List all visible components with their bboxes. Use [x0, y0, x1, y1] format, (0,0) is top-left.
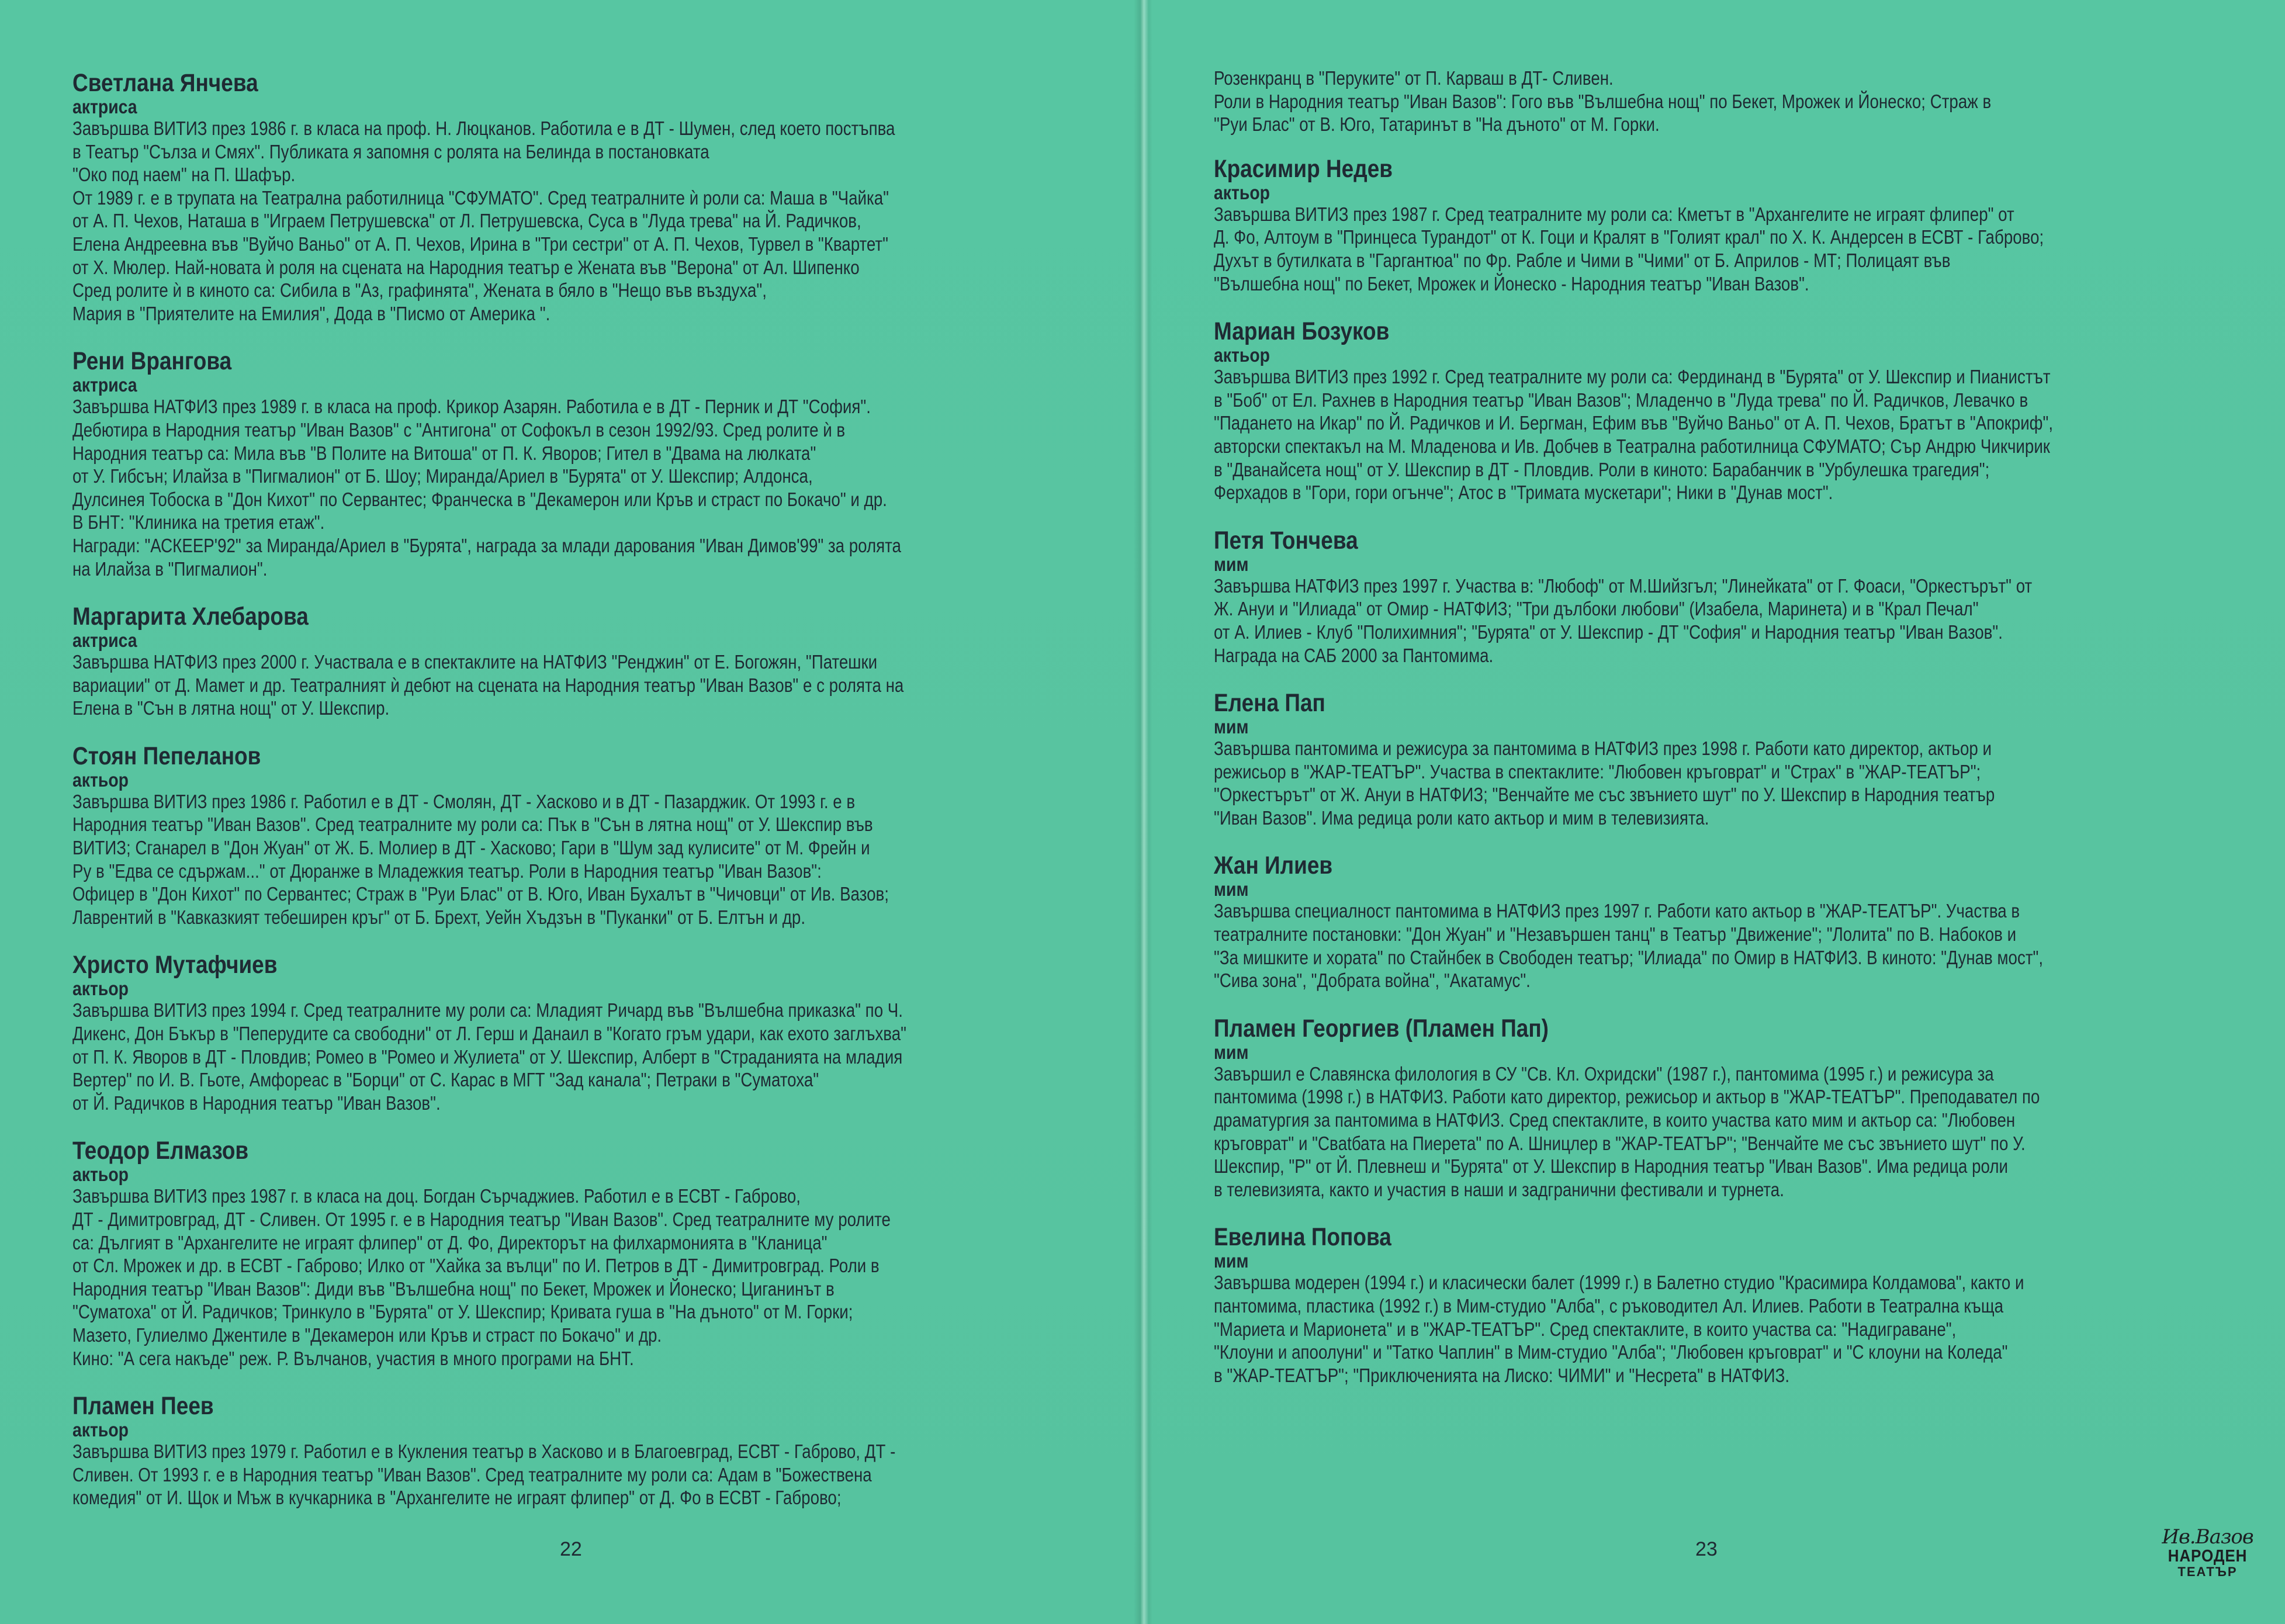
- bio-line: Народния театър "Иван Вазов": Диди във "Вълшебна нощ" по Бекет, Мрожек и Йонеско; Циганинът в: [72, 1277, 835, 1300]
- bio-line: Награди: "АСКЕЕР'92" за Миранда/Ариел в "Бурята", награда за млади дарования "Иван Димов'99" за ролята: [72, 534, 901, 556]
- continuation-text: [1214, 67, 2250, 136]
- bio-line: от Х. Мюлер. Най-новата ѝ роля на сцената на Народния театър е Жената във "Верона" от Ал. Шипенко: [72, 256, 860, 278]
- bio-line: Кино: "А сега накъде" реж. Р. Вълчанов, участия в много програми на БНТ.: [72, 1347, 634, 1369]
- bio-entry: [72, 69, 1106, 325]
- left-entry-list: [72, 69, 1106, 1509]
- bio-line: Духът в бутилката в "Гаргантюа" по Фр. Рабле и Чими в "Чими" от Б. Априлов - МТ; Полицаят във: [1214, 249, 1951, 271]
- bio-line: Дебютира в Народния театър "Иван Вазов" с "Антигона" от Софокъл в сезон 1992/93. Сред ролите ѝ в: [72, 418, 846, 441]
- bio-text: [1214, 899, 2250, 992]
- bio-line: "Вълшебна нощ" по Бекет, Мрожек и Йонеско - Народния театър "Иван Вазов".: [1214, 272, 1809, 295]
- bio-line: в Театър "Сълза и Смях". Публиката я запомня с ролята на Белинда в постановката: [72, 140, 709, 162]
- bio-line: Дулсинея Тобоска в "Дон Кихот" по Сервантес; Франческа в "Декамерон или Кръв и страст по Бокачо" и др.: [72, 488, 887, 510]
- bio-line: Народния театър "Иван Вазов". Сред театралните му роли са: Пък в "Сън в лятна нощ" от У. Шекспир във: [72, 813, 873, 836]
- person-name: Красимир Недев: [1214, 154, 1393, 183]
- bio-line: В БНТ: "Клиника на третия етаж".: [72, 511, 325, 534]
- bio-text: [1214, 574, 2250, 667]
- bio-line: Завършва ВИТИЗ през 1987 г. в класа на доц. Богдан Сърчаджиев. Работил е в ЕСВТ - Габрово,: [72, 1185, 801, 1207]
- person-name: Христо Мутафчиев: [72, 951, 278, 979]
- bio-line: Завършва специалност пантомима в НАТФИЗ през 1997 г. Работи като актьор в "ЖАР-ТЕАТЪР". Участва в: [1214, 900, 2020, 922]
- bio-text: [1214, 365, 2250, 504]
- bio-line: Завършва ВИТИЗ през 1979 г. Работил е в Кукления театър в Хасково и в Благоевград, ЕСВТ - Габрово, ДТ -: [72, 1441, 896, 1463]
- bio-line: в "ЖАР-ТЕАТЪР"; "Приключенията на Лиско: ЧИМИ" и "Несрета" в НАТФИЗ.: [1214, 1364, 1790, 1386]
- bio-line: режисьор в "ЖАР-ТЕАТЪР". Участва в спектаклите: "Любовен кръговрат" и "Страх" в "ЖАР-ТЕАТЪР";: [1214, 760, 1981, 782]
- bio-line: Дикенс, Дон Бъкър в "Пеперудите са свободни" от Л. Герш и Данаил в "Когато гръм удари, как ехото заглъхва": [72, 1023, 906, 1045]
- bio-line: Завършил е Славянска филология в СУ "Св. Кл. Охридски" (1987 г.), пантомима (1995 г.) и режисура за: [1214, 1062, 1994, 1085]
- bio-text: [72, 1185, 1106, 1370]
- bio-line: Завършва ВИТИЗ през 1986 г. в класа на проф. Н. Люцканов. Работила е в ДТ - Шумен, след което постъпва: [72, 117, 895, 139]
- bio-text: [72, 1440, 1106, 1509]
- bio-line: "Иван Вазов". Има редица роли като актьор и мим в телевизията.: [1214, 806, 1709, 829]
- bio-line: от Сл. Мрожек и др. в ЕСВТ - Габрово; Илко от "Хайка за вълци" по И. Петров в ДТ - Димитровград. Роли в: [72, 1255, 880, 1277]
- bio-line: Офицер в "Дон Кихот" по Сервантес; Страж в "Руи Блас" от В. Юго, Иван Бухалът в "Чичовци" от Ив. Вазов;: [72, 883, 889, 905]
- left-page: [0, 0, 1141, 1624]
- bio-line: комедия" от И. Щок и Мъж в кучкарника в "Архангелите не играят флипер" от Д. Фо в ЕСВТ - Габрово;: [72, 1487, 842, 1509]
- bio-line: Завършва ВИТИЗ през 1994 г. Сред театралните му роли са: Младият Ричард във "Вълшебна приказка" по Ч.: [72, 999, 903, 1022]
- bio-line: Завършва НАТФИЗ през 1989 г. в класа на проф. Крикор Азарян. Работила е в ДТ - Перник и ДТ "София".: [72, 396, 871, 418]
- bio-line: в "Боб" от Ел. Рахнев в Народния театър "Иван Вазов"; Младенчо в "Луда трева" по Й. Радичков, Левачко в: [1214, 389, 2028, 411]
- bio-line: Мазето, Гулиелмо Джентиле в "Декамерон или Кръв и страст по Бокачо" и др.: [72, 1324, 662, 1346]
- bio-line: Д. Фо, Алтоум в "Принцеса Турандот" от К. Гоци и Кралят в "Голият крал" по Х. К. Андерсен в ЕСВТ - Габрово;: [1214, 226, 2044, 248]
- bio-line: Елена Андреевна във "Вуйчо Ваньо" от А. П. Чехов, Ирина в "Три сестри" от А. П. Чехов, Турвел в "Квартет": [72, 233, 888, 255]
- bio-entry: [72, 1137, 1106, 1370]
- bio-line: "Оркестърът" от Ж. Ануи в НАТФИЗ; "Венчайте ме със звънието шут" по У. Шекспир в Народния театър: [1214, 784, 1995, 806]
- bio-text: [72, 999, 1106, 1114]
- bio-line: на Илайза в "Пигмалион".: [72, 558, 268, 580]
- bio-line: Сливен. От 1993 г. е в Народния театър "Иван Вазов". Сред театралните му роли са: Адам в "Божествена: [72, 1463, 872, 1486]
- person-role: актьор: [72, 978, 129, 1000]
- bio-line: в "Дванайсета нощ" от У. Шекспир в ДТ - Пловдив. Роли в киното: Барабанчик в "Урбулешка трагедия";: [1214, 458, 1990, 480]
- bio-line: авторски спектакъл на М. Младенова и Ив. Добчев в Театрална работилница СФУМАТО; Сър Андрю Чикчирик: [1214, 435, 2050, 457]
- person-role: мим: [1214, 716, 1249, 738]
- bio-line: са: Дългият в "Архангелите не играят флипер" от Д. Фо, Директорът на филхармонията в "Кланица": [72, 1231, 828, 1254]
- bio-line: От 1989 г. е в трупата на Театрална работилница "СФУМАТО". Сред театралните ѝ роли са: Маша в "Чайка": [72, 186, 889, 209]
- person-name: Жан Илиев: [1214, 851, 1333, 880]
- bio-line: Елена в "Сън в лятна нощ" от У. Шекспир.: [72, 697, 390, 719]
- bio-line: "За мишките и хората" по Стайнбек в Свободен театър; "Илиада" по Омир в НАТФИЗ. В киното: "Дунав мост",: [1214, 946, 2044, 968]
- bio-line: Народния театър са: Мила във "В Полите на Витоша" от П. К. Яворов; Гител в "Двама на люлката": [72, 442, 816, 464]
- person-role: мим: [1214, 878, 1249, 901]
- page-number-right: 23: [1695, 1538, 1718, 1560]
- bio-line: театралните постановки: "Дон Жуан" и "Незавършен танц" в Театър "Движение"; "Лолита" по В. Набоков и: [1214, 923, 2017, 946]
- bio-line: Завършва пантомима и режисура за пантомима в НАТФИЗ през 1998 г. Работи като директор, актьор и: [1214, 737, 1992, 760]
- bio-entry: [72, 1392, 1106, 1509]
- person-name: Евелина Попова: [1214, 1223, 1391, 1252]
- bio-text: [72, 395, 1106, 580]
- person-role: актьор: [1214, 344, 1270, 366]
- bio-line: Сред ролите ѝ в киното са: Сибила в "Аз, графинята", Жената в бяло в "Нещо във въздуха",: [72, 279, 767, 302]
- bio-line: Завършва модерен (1994 г.) и класически балет (1999 г.) в Балетно студио "Красимира Колдамова", както и: [1214, 1272, 2024, 1294]
- person-name: Елена Пап: [1214, 689, 1325, 718]
- right-page: [1144, 0, 2285, 1624]
- bio-line: пантомима, пластика (1992 г.) в Мим-студио "Алба", с ръководител Ал. Илиев. Работи в Театрална къща: [1214, 1295, 2004, 1317]
- bio-line: пантомима (1998 г.) в НАТФИЗ. Работи като директор, режисьор и актьор в "ЖАР-ТЕАТЪР". Преподавател по: [1214, 1086, 2040, 1108]
- bio-line: Завършва ВИТИЗ през 1987 г. Сред театралните му роли са: Кметът в "Архангелите не играят флипер" от: [1214, 203, 2014, 225]
- bio-line: Ж. Ануи и "Илиада" от Омир - НАТФИЗ; "Три дълбоки любови" (Изабела, Маринета) и в "Крал Печал": [1214, 598, 1979, 620]
- logo-word-teatar: ТЕАТЪР: [2177, 1564, 2238, 1579]
- person-role: мим: [1214, 1041, 1249, 1063]
- bio-line: "Мариета и Марионета" и в "ЖАР-ТЕАТЪР". Сред спектаклите, в които участва са: "Надиграване",: [1214, 1318, 1957, 1340]
- bio-line: драматургия за пантомима в НАТФИЗ. Сред спектаклите, в които участва като мим и актьор са: "Любовен: [1214, 1109, 2016, 1131]
- bio-line: "Клоуни и апоолуни" и "Татко Чаплин" в Мим-студио "Алба"; "Любовен кръговрат" и "С клоуни на Коледа": [1214, 1341, 2008, 1363]
- continuation-line: Роли в Народния театър "Иван Вазов": Гого във "Вълшебна нощ" по Бекет, Мрожек и Йонеско; Страж в: [1214, 90, 1992, 112]
- bio-entry: [1214, 527, 2250, 667]
- national-theatre-logo: [2156, 1526, 2259, 1608]
- bio-entry: [72, 347, 1106, 580]
- bio-entry: [1214, 155, 2250, 295]
- bio-text: [1214, 737, 2250, 829]
- person-name: Светлана Янчева: [72, 69, 258, 97]
- person-role: мим: [1214, 1250, 1249, 1272]
- continuation-line: "Руи Блас" от В. Юго, Татаринът в "На дъното" от М. Горки.: [1214, 113, 1660, 136]
- bio-line: от А. П. Чехов, Наташа в "Играем Петрушевска" от Л. Петрушевска, Суса в "Луда трева" на Й. Радичков,: [72, 210, 861, 232]
- bio-line: Шекспир, "Р" от Й. Плевнеш и "Бурята" от У. Шекспир в Народния театър "Иван Вазов". Има редица роли: [1214, 1155, 2008, 1178]
- bio-line: от У. Гибсън; Илайза в "Пигмалион" от Б. Шоу; Миранда/Ариел в "Бурята" от У. Шекспир; Алдонса,: [72, 465, 813, 487]
- bio-line: от П. К. Яворов в ДТ - Пловдив; Ромео в "Ромео и Жулиета" от У. Шекспир, Алберт в "Страданията на младия: [72, 1045, 903, 1068]
- bio-line: "Падането на Икар" по Й. Радичков и И. Бергман, Ефим във "Вуйчо Ваньо" от А. П. Чехов, Братът в "Апокриф",: [1214, 412, 2054, 434]
- person-name: Стоян Пепеланов: [72, 742, 261, 770]
- bio-line: Лаврентий в "Кавказкият тебеширен кръг" от Б. Брехт, Уейн Хъдзън в "Пуканки" от Б. Елтън и др.: [72, 906, 806, 928]
- bio-line: Завършва ВИТИЗ през 1992 г. Сред театралните му роли са: Фердинанд в "Бурята" от У. Шекспир и Пианистът: [1214, 366, 2051, 388]
- bio-entry: [72, 951, 1106, 1114]
- bio-entry: [1214, 317, 2250, 504]
- bio-entry: [1214, 689, 2250, 829]
- bio-line: ДТ - Димитровград, ДТ - Сливен. От 1995 г. е в Народния театър "Иван Вазов". Сред театралните му ролите: [72, 1209, 891, 1230]
- person-name: Маргарита Хлебарова: [72, 602, 309, 631]
- bio-entry: [1214, 1223, 2250, 1387]
- bio-line: от А. Илиев - Клуб "Полихимния"; "Бурята" от У. Шекспир - ДТ "София" и Народния театър "Иван Вазов".: [1214, 621, 2003, 643]
- person-role: актьор: [72, 1164, 129, 1186]
- person-name: Рени Врангова: [72, 347, 232, 376]
- bio-line: Завършва НАТФИЗ през 1997 г. Участва в: "Любоф" от М.Шийзгъл; "Линейката" от Г. Фоаси, "Оркестърът" от: [1214, 574, 2033, 597]
- bio-line: ВИТИЗ; Сганарел в "Дон Жуан" от Ж. Б. Молиер в ДТ - Хасково; Гари в "Шум зад кулисите" от М. Фрейн и: [72, 837, 870, 859]
- page-number-left: 22: [560, 1538, 582, 1560]
- person-name: Мариан Бозуков: [1214, 317, 1390, 346]
- continuation-line: Розенкранц в "Перуките" от П. Карваш в ДТ- Сливен.: [1214, 67, 1614, 89]
- bio-line: Ферхадов в "Гори, гори огънче"; Атос в "Тримата мускетари"; Ники в "Дунав мост".: [1214, 482, 1833, 504]
- right-entry-list: [1214, 155, 2250, 1387]
- bio-text: [72, 790, 1106, 929]
- person-role: актриса: [72, 629, 137, 652]
- bio-line: "Суматоха" от Й. Радичков; Тринкуло в "Бурята" от У. Шекспир; Кривата гуша в "На дъното" от М. Горки;: [72, 1301, 853, 1323]
- bio-line: "Сива зона", "Добрата война", "Акатамус".: [1214, 969, 1531, 992]
- bio-text: [1214, 1062, 2250, 1201]
- bio-text: [1214, 1271, 2250, 1387]
- bio-entry: [72, 742, 1106, 929]
- bio-line: Завършва ВИТИЗ през 1986 г. Работил е в ДТ - Смолян, ДТ - Хасково и в ДТ - Пазарджик. От 1993 г. е в: [72, 790, 856, 812]
- person-role: актриса: [72, 374, 137, 396]
- bio-entry: [1214, 851, 2250, 992]
- bio-line: вариации" от Д. Мамет и др. Театралният ѝ дебют на сцената на Народния театър "Иван Вазов" е с ролята на: [72, 674, 904, 696]
- bio-text: [72, 650, 1106, 720]
- bio-line: кръговрат" и "Свatбата на Пиерета" по А. Шницлер в "ЖАР-ТЕАТЪР"; "Венчайте ме със звънието шут" по У.: [1214, 1132, 2026, 1154]
- person-role: актьор: [1214, 181, 1270, 203]
- person-role: актьор: [72, 1419, 129, 1441]
- logo-script: Ив.Вазов: [2162, 1525, 2253, 1549]
- person-name: Петя Тончева: [1214, 526, 1358, 555]
- person-name: Теодор Елмазов: [72, 1137, 249, 1165]
- bio-line: Награда на САБ 2000 за Пантомима.: [1214, 644, 1494, 666]
- bio-line: в телевизията, както и участия в наши и задгранични фестивали и турнета.: [1214, 1178, 1784, 1200]
- person-role: актриса: [72, 96, 137, 117]
- person-role: мим: [1214, 553, 1249, 575]
- person-name: Пламен Пеев: [72, 1392, 214, 1421]
- bio-line: Мария в "Приятелите на Емилия", Дода в "Писмо от Америка ".: [72, 302, 551, 324]
- bio-line: Завършва НАТФИЗ през 2000 г. Участвала е в спектаклите на НАТФИЗ "Ренджин" от Е. Богожян, "Патешки: [72, 651, 878, 673]
- person-name: Пламен Георгиев (Пламен Пап): [1214, 1014, 1549, 1043]
- bio-text: [72, 117, 1106, 325]
- bio-entry: [1214, 1014, 2250, 1201]
- person-role: актьор: [72, 768, 129, 791]
- page-gutter: [1134, 0, 1152, 1624]
- bio-entry: [72, 602, 1106, 720]
- bio-line: "Око под наем" на П. Шафър.: [72, 164, 296, 186]
- bio-line: Ру в "Едва се сдържам..." от Дюранже в Младежкия театър. Роли в Народния театър "Иван Вазов":: [72, 860, 822, 882]
- bio-text: [1214, 203, 2250, 295]
- bio-line: Вертер" по И. В. Гьоте, Амфореас в "Борци" от С. Карас в МГТ "Зад канала"; Петраки в "Суматоха": [72, 1069, 819, 1091]
- bio-line: от Й. Радичков в Народния театър "Иван Вазов".: [72, 1092, 441, 1114]
- logo-word-narodno: НАРОДЕН: [2168, 1547, 2248, 1566]
